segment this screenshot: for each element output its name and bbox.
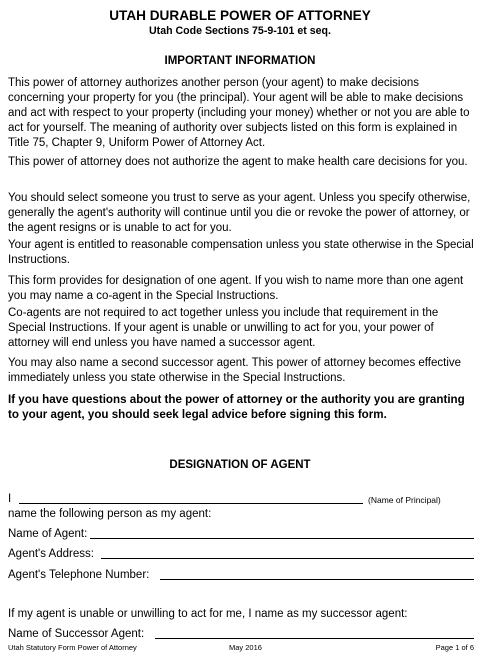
document-subtitle: Utah Code Sections 75-9-101 et seq. [149,25,331,37]
successor-agent-name-label: Name of Successor Agent: [8,628,145,640]
paragraph-co-agents-together: Co-agents are not required to act together unless you include that requirement in the Special Instructions. If your agent is unable or unwilling to act for you, your power of attorney will end unless you have named a successor agent. [8,307,439,349]
agent-address-label: Agent's Address: [8,548,94,560]
principal-name-hint: (Name of Principal) [368,495,441,505]
paragraph-co-agent: This form provides for designation of one agent. If you wish to name more than one agent you may name a co-agent in the Special Instructions. [8,275,464,302]
successor-intro-text: If my agent is unable or unwilling to act for me, I name as my successor agent: [8,608,408,620]
footer-form-name: Utah Statutory Form Power of Attorney [8,643,137,652]
paragraph-authority: This power of attorney authorizes another person (your agent) to make decisions concerning your property for you (the principal). Your agent will be able to make decisions and act with respect to your property (including your money) whether or not you are able to act for yourself. The meaning of authority over subjects listed on this form is explained in Title 75, Chapter 9, Uniform Power of Attorney Act. [8,77,470,149]
paragraph-successor: You may also name a second successor agent. This power of attorney becomes effective immediately unless you state otherwise in the Special Instructions. [8,357,462,384]
footer-date: May 2016 [229,643,262,652]
legal-advice-notice: If you have questions about the power of attorney or the authority you are granting to your agent, you should seek legal advice before signing this form. [8,393,465,421]
agent-telephone-label: Agent's Telephone Number: [8,569,150,581]
principal-name-field[interactable] [19,503,363,504]
paragraph-compensation: Your agent is entitled to reasonable compensation unless you state otherwise in the Special Instructions. [8,239,474,266]
agent-telephone-field[interactable] [160,579,474,580]
agent-name-field[interactable] [90,538,474,539]
footer-page-number: Page 1 of 6 [435,643,474,652]
designation-of-agent-heading: DESIGNATION OF AGENT [169,459,311,471]
principal-prefix: I [8,493,12,505]
agent-address-field[interactable] [101,558,474,559]
paragraph-health-care: This power of attorney does not authorize the agent to make health care decisions for you. [8,156,468,168]
important-information-heading: IMPORTANT INFORMATION [164,55,316,67]
paragraph-select-agent: You should select someone you trust to serve as your agent. Unless you specify otherwise, generally the agent's authority will continue until you die or revoke the power of attorney, or the agent resigns or is unable to act for you. [8,192,471,234]
name-following-text: name the following person as my agent: [8,508,212,520]
agent-name-label: Name of Agent: [8,528,88,540]
successor-agent-name-field[interactable] [155,638,474,639]
document-title: UTAH DURABLE POWER OF ATTORNEY [109,8,371,23]
